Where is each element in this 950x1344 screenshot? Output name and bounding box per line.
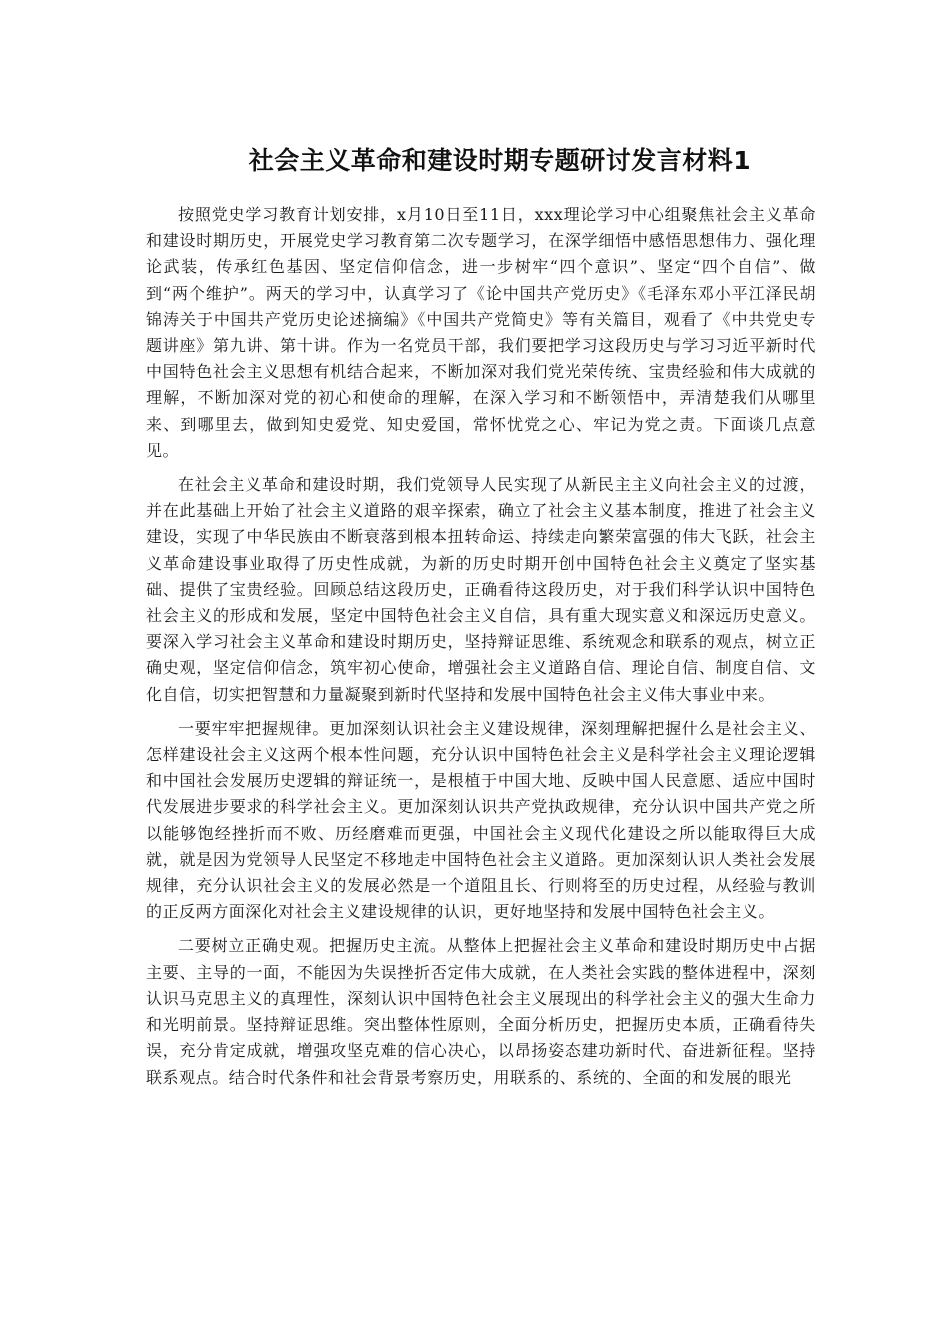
- document-title: 社会主义革命和建设时期专题研讨发言材料1: [248, 146, 752, 175]
- document-body: [146, 202, 816, 1099]
- paragraph-correct-view-of-history: 二要树立正确史观。把握历史主流。从整体上把握社会主义革命和建设时期历史中占据主要、主导的一面，不能因为失误挫折否定伟大成就，在人类社会实践的整体进程中，深刻认识马克思主义的真理性，深刻认识中国特色社会主义展现出的科学社会主义的强大生命力和光明前景。坚持辩证思维。突出整体性原则，全面分析历史，把握历史本质，正确看待失误，充分肯定成就，增强攻坚克难的信心决心，以昂扬姿态建功新时代、奋进新征程。坚持联系观点。结合时代条件和社会背景考察历史，用联系的、系统的、全面的和发展的眼光: [146, 936, 816, 1087]
- paragraph-history-overview: 在社会主义革命和建设时期，我们党领导人民实现了从新民主主义向社会主义的过渡，并在此基础上开始了社会主义道路的艰辛探索，确立了社会主义基本制度，推进了社会主义建设，实现了中华民族由不断衰落到根本扭转命运、持续走向繁荣富强的伟大飞跃，社会主义革命建设事业取得了历史性成就，为新的历史时期开创中国特色社会主义奠定了坚实基础、提供了宝贵经验。回顾总结这段历史，正确看待这段历史，对于我们科学认识中国特色社会主义的形成和发展，坚定中国特色社会主义自信，具有重大现实意义和深远历史意义。要深入学习社会主义革命和建设时期历史，坚持辩证思维、系统观念和联系的观点，树立正确史观，坚定信仰信念，筑牢初心使命，增强社会主义道路自信、理论自信、制度自信、文化自信，切实把智慧和力量凝聚到新时代坚持和发展中国特色社会主义伟大事业中来。: [146, 475, 816, 704]
- paragraph-intro: 按照党史学习教育计划安排，x月10日至11日，xxx理论学习中心组聚焦社会主义革命和建设时期历史，开展党史学习教育第二次专题学习，在深学细悟中感悟思想伟力、强化理论武装，传承红色基因、坚定信仰信念，进一步树牢“四个意识”、坚定“四个自信”、做到“两个维护”。两天的学习中，认真学习了《论中国共产党历史》《毛泽东邓小平江泽民胡锦涛关于中国共产党历史论述摘编》《中国共产党简史》等有关篇目，观看了《中共党史专题讲座》第九讲、第十讲。作为一名党员干部，我们要把学习这段历史与学习习近平新时代中国特色社会主义思想有机结合起来，不断加深对我们党光荣传统、宝贵经验和伟大成就的理解，不断加深对党的初心和使命的理解，在深入学习和不断领悟中，弄清楚我们从哪里来、到哪里去，做到知史爱党、知史爱国，常怀忧党之心、牢记为党之责。下面谈几点意见。: [146, 205, 816, 460]
- paragraph-grasp-laws: 一要牢牢把握规律。更加深刻认识社会主义建设规律，深刻理解把握什么是社会主义、怎样建设社会主义这两个根本性问题，充分认识中国特色社会主义是科学社会主义理论逻辑和中国社会发展历史逻辑的辩证统一，是根植于中国大地、反映中国人民意愿、适应中国时代发展进步要求的科学社会主义。更加深刻认识共产党执政规律，充分认识中国共产党之所以能够饱经挫折而不败、历经磨难而更强，中国社会主义现代化建设之所以能取得巨大成就，就是因为党领导人民坚定不移地走中国特色社会主义道路。更加深刻认识人类社会发展规律，充分认识社会主义的发展必然是一个道阻且长、行则将至的历史过程，从经验与教训的正反两方面深化对社会主义建设规律的认识，更好地坚持和发展中国特色社会主义。: [146, 718, 816, 922]
